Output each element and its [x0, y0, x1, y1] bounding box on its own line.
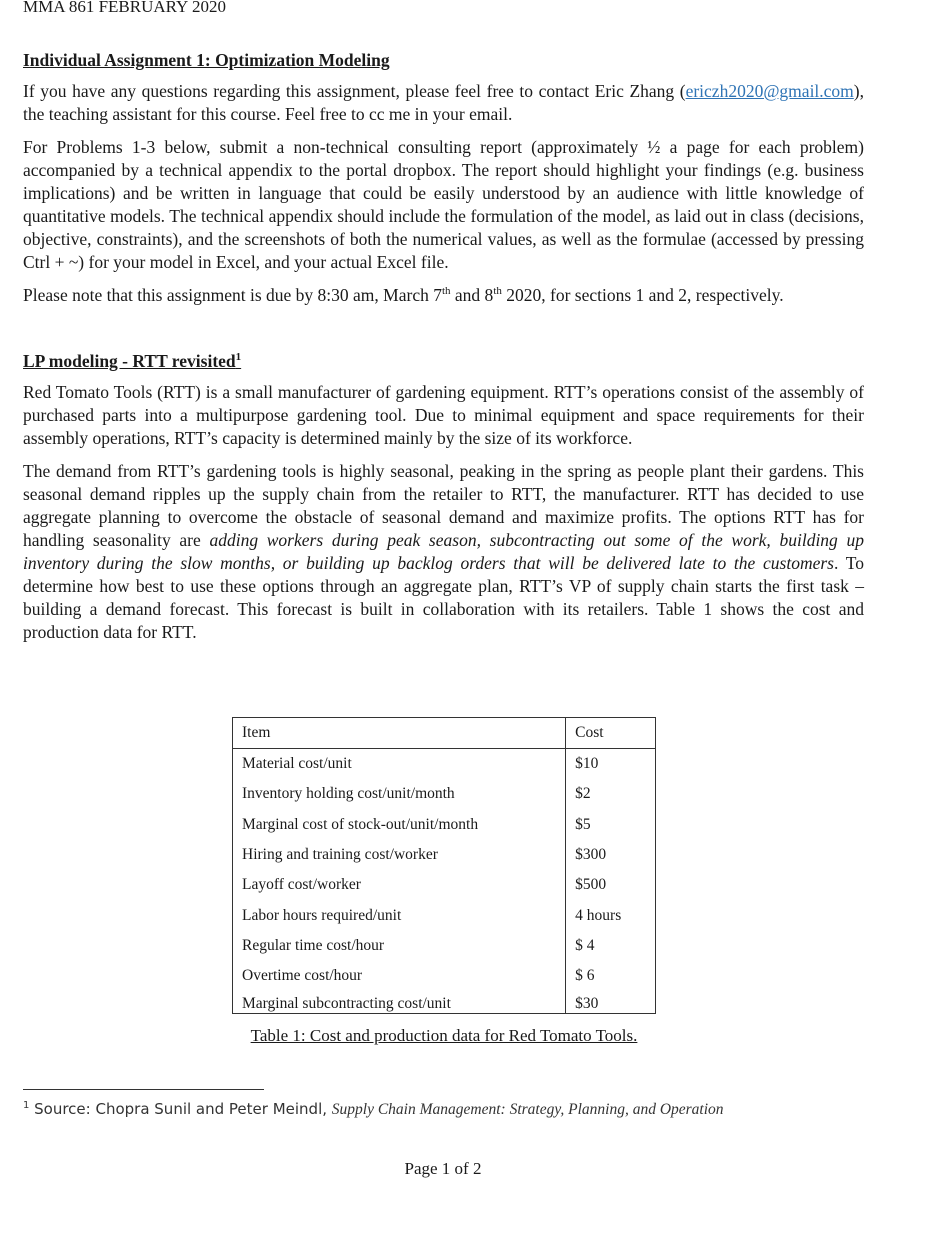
footnote-book-title: Supply Chain Management: Strategy, Planning, and Operation — [331, 1101, 724, 1118]
document-body — [23, 49, 864, 654]
row-item: Hiring and training cost/worker — [233, 840, 566, 870]
row-item: Layoff cost/worker — [233, 870, 566, 900]
table-row — [233, 900, 656, 930]
row-cost: $ 6 — [575, 967, 595, 985]
due-text-1: Please note that this assignment is due by 8:30 am, March 7 — [23, 285, 442, 305]
rtt-demand-paragraph — [23, 460, 864, 644]
header-cost: Cost — [566, 718, 656, 749]
table-row — [233, 810, 656, 840]
row-item: Labor hours required/unit — [233, 900, 566, 930]
due-sup-1: th — [441, 285, 451, 298]
row-cost: $2 — [575, 785, 591, 803]
row-cost: $500 — [575, 876, 607, 894]
table-row — [233, 961, 656, 991]
table-row — [233, 779, 656, 809]
page-number: Page 1 of 2 — [404, 1159, 482, 1178]
due-text-2: and 8 — [450, 285, 494, 305]
row-cost: $30 — [575, 995, 599, 1013]
footnote-divider — [23, 1089, 264, 1090]
cost-table — [232, 717, 656, 1014]
row-cost: $ 4 — [575, 936, 595, 954]
table-row — [233, 749, 656, 780]
row-cost: $5 — [575, 815, 591, 833]
row-item: Marginal subcontracting cost/unit — [233, 991, 566, 1014]
assignment-title: Individual Assignment 1: Optimization Modeling — [23, 50, 390, 70]
row-cost: $300 — [575, 846, 607, 864]
contact-text-after: ), the teaching assistant for this course. Feel free to cc me in your email. — [23, 81, 864, 124]
demand-text-after: . To determine how best to use these options through an aggregate plan, RTT’s VP of supply chain starts the first task – building a demand forecast. This forecast is built in collaboration with its retailers. Table 1 shows the cost and production data for RTT. — [23, 553, 865, 642]
section-title — [23, 350, 864, 373]
table-caption: Table 1: Cost and production data for Red Tomato Tools. — [250, 1026, 638, 1046]
due-text-3: 2020, for sections 1 and 2, respectively. — [501, 285, 784, 305]
instructions-paragraph: For Problems 1-3 below, submit a non-technical consulting report (approximately ½ a page for each problem) accompanied by a technical appendix to the portal dropbox. The report should highlight your findings (e.g. business implications) and be written in language that could be easily understood by an audience with little knowledge of quantitative models. The technical appendix should include the formulation of the model, as laid out in class (decisions, objective, constraints), and the screenshots of both the numerical values, as well as the formulae (accessed by pressing Ctrl + ~) for your model in Excel, and your actual Excel file. — [23, 137, 864, 272]
row-item: Marginal cost of stock-out/unit/month — [233, 810, 566, 840]
due-date-paragraph — [23, 284, 864, 307]
row-item: Inventory holding cost/unit/month — [233, 779, 566, 809]
footnote — [23, 1100, 724, 1119]
demand-options-italic: adding workers during peak season, subcontracting out some of the work, building up inventory during the slow months, or building up backlog orders that will be delivered late to the customers — [23, 530, 864, 573]
table-row — [233, 931, 656, 961]
cost-table-wrapper — [232, 717, 656, 1046]
row-cost: 4 hours — [575, 906, 622, 924]
row-cost: $10 — [575, 755, 599, 773]
table-row — [233, 991, 656, 1014]
footnote-text: Source: Chopra Sunil and Peter Meindl, — [29, 1100, 332, 1118]
ta-email-link[interactable]: ericzh2020@gmail.com — [685, 81, 854, 101]
row-item: Material cost/unit — [233, 749, 566, 780]
rtt-intro-paragraph: Red Tomato Tools (RTT) is a small manufacturer of gardening equipment. RTT’s operations consist of the assembly of purchased parts into a multipurpose gardening tool. Due to minimal equipment and space requirements for their assembly operations, RTT’s capacity is determined mainly by the size of its workforce. — [23, 382, 864, 448]
page-header: MMA 861 FEBRUARY 2020 — [23, 0, 226, 16]
table-header-row — [233, 718, 656, 749]
section-title-text: LP modeling - RTT revisited — [23, 351, 236, 371]
row-item: Regular time cost/hour — [233, 931, 566, 961]
header-item: Item — [233, 718, 566, 749]
footnote-number: 1 — [23, 1100, 30, 1111]
contact-paragraph — [23, 80, 864, 126]
demand-text-before: The demand from RTT’s gardening tools is highly seasonal, peaking in the spring as people plant their gardens. This seasonal demand ripples up the supply chain from the retailer to RTT, the manufacturer. RTT has decided to use aggregate planning to overcome the obstacle of seasonal demand and maximize profits. The options RTT has for handling seasonality are — [23, 461, 864, 550]
row-item: Overtime cost/hour — [233, 961, 566, 991]
table-row — [233, 840, 656, 870]
due-sup-2: th — [493, 285, 502, 298]
footnote-ref[interactable]: 1 — [235, 351, 242, 364]
contact-text-before: If you have any questions regarding this assignment, please feel free to contact Eric Zhang ( — [23, 81, 686, 101]
table-row — [233, 870, 656, 900]
